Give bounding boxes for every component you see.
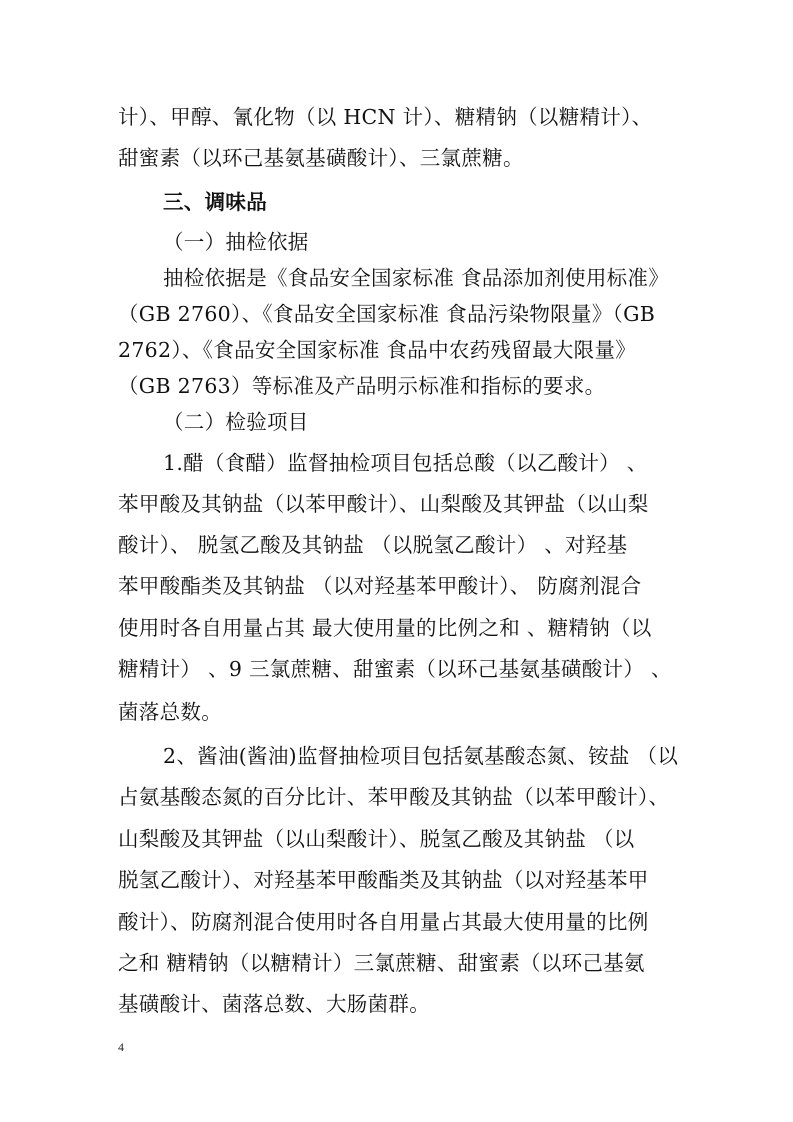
- text-line: 山梨酸及其钾盐（以山梨酸计）、脱氢乙酸及其钠盐 （以: [118, 827, 635, 851]
- text-line: 2、酱油(酱油)监督抽检项目包括氨基酸态氮、铵盐 （以: [163, 744, 679, 768]
- section-heading: 三、调味品: [163, 190, 267, 214]
- text-line: 甜蜜素（以环己基氨基磺酸计）、三氯蔗糖。: [118, 146, 524, 170]
- subsection-heading: （一）抽检依据: [163, 230, 309, 254]
- text-line: 糖精计） 、9 三氯蔗糖、甜蜜素（以环己基氨基磺酸计） 、: [118, 657, 672, 681]
- text-line: 1.醋（食醋）监督抽检项目包括总酸（以乙酸计） 、: [163, 451, 648, 475]
- text-line: 酸计）、 脱氢乙酸及其钠盐 （以脱氢乙酸计） 、对羟基: [118, 533, 628, 557]
- text-line: 2762）、《食品安全国家标准 食品中农药残留最大限量》: [118, 338, 637, 362]
- text-line: 酸计）、防腐剂混合使用时各自用量占其最大使用量的比例: [118, 910, 649, 934]
- text-line: 占氨基酸态氮的百分比计、苯甲酸及其钠盐（以苯甲酸计）、: [118, 785, 670, 809]
- text-line: 抽检依据是《食品安全国家标准 食品添加剂使用标准》: [163, 266, 670, 290]
- text-line: 使用时各自用量占其 最大使用量的比例之和 、糖精钠（以: [118, 616, 652, 640]
- subsection-heading: （二）检验项目: [163, 410, 309, 434]
- text-line: 之和 糖精钠（以糖精计）三氯蔗糖、甜蜜素（以环己基氨: [118, 951, 645, 975]
- text-line: 菌落总数。: [118, 700, 222, 724]
- text-line: （GB 2763）等标准及产品明示标准和指标的要求。: [118, 374, 606, 398]
- text-line: 脱氢乙酸计）、对羟基苯甲酸酯类及其钠盐（以对羟基苯甲: [118, 868, 649, 892]
- page-number: 4: [118, 1040, 124, 1054]
- text-line: 基磺酸计、菌落总数、大肠菌群。: [118, 992, 430, 1016]
- text-line: 苯甲酸及其钠盐（以苯甲酸计）、山梨酸及其钾盐（以山梨: [118, 492, 649, 516]
- text-line: （GB 2760）、《食品安全国家标准 食品污染物限量》（GB: [118, 302, 656, 326]
- text-line: 苯甲酸酯类及其钠盐 （以对羟基苯甲酸计）、 防腐剂混合: [118, 574, 642, 598]
- text-line: 计）、甲醇、氰化物（以 HCN 计）、糖精钠（以糖精计）、: [118, 105, 653, 129]
